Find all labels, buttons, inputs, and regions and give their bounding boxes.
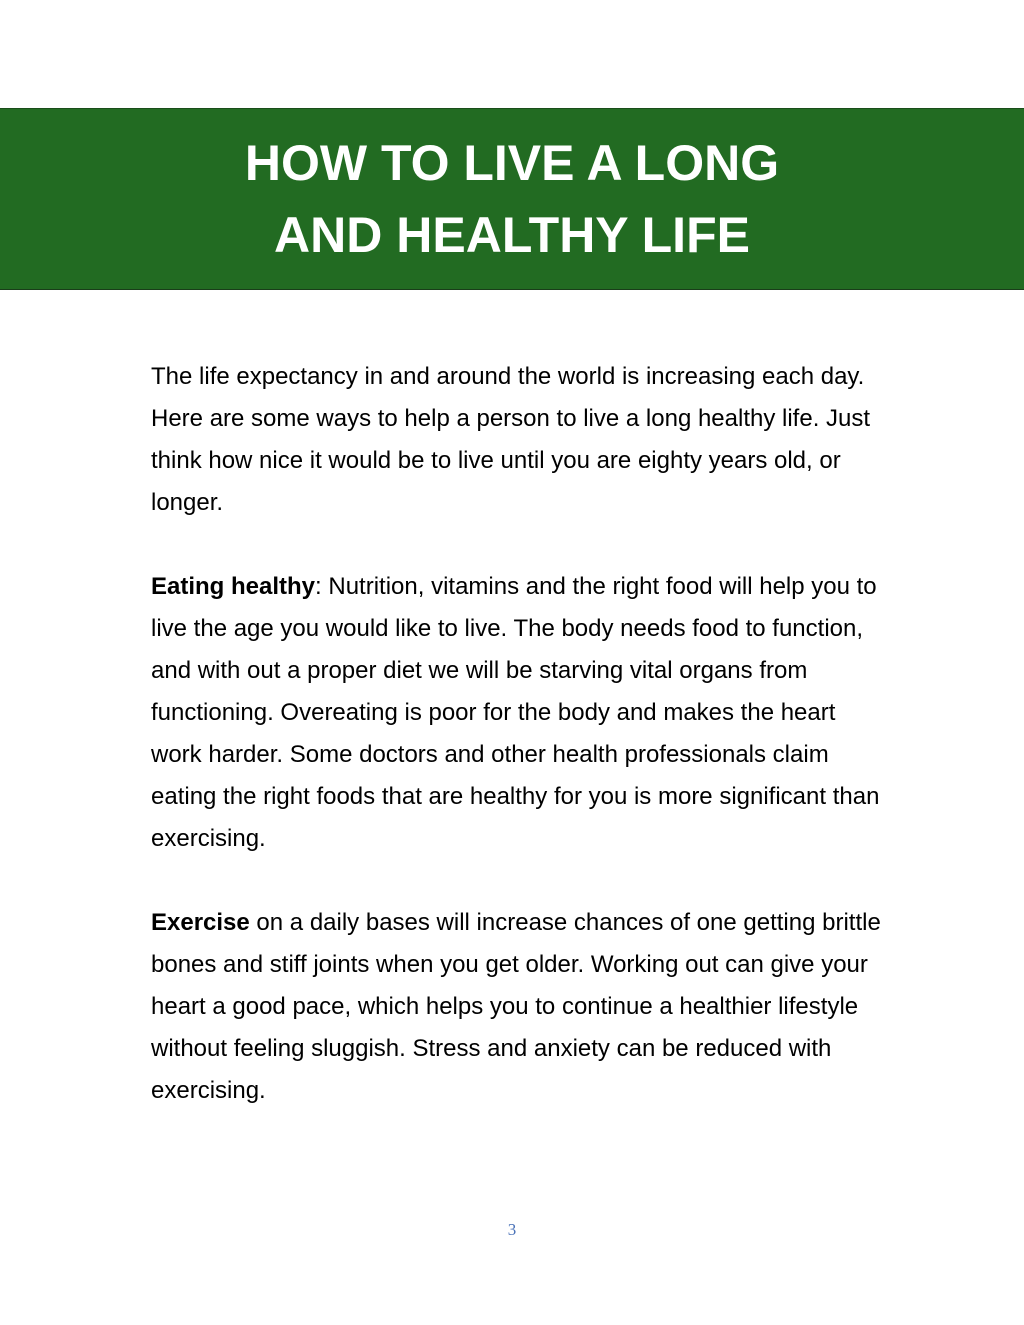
page-title-line-1: HOW TO LIVE A LONG	[244, 135, 780, 191]
page-number: 3	[507, 1220, 517, 1239]
exercise-text: on a daily bases will increase chances of one getting brittle bones and stiff joints when you get older. Working out can give your heart a good pace, which helps you to continue a healthier lifestyle without feeling sluggish. Stress and anxiety can be reduced with exercising.	[151, 909, 881, 1104]
article-body	[151, 356, 881, 1112]
intro-paragraph: The life expectancy in and around the world is increasing each day. Here are some ways to help a person to live a long healthy life. Just think how nice it would be to live until you are eighty years old, or longer.	[151, 363, 871, 516]
eating-healthy-paragraph	[151, 566, 881, 860]
title-banner	[0, 108, 1024, 290]
page-title-line-2: AND HEALTHY LIFE	[274, 207, 750, 263]
eating-healthy-text: : Nutrition, vitamins and the right food will help you to live the age you would like to live. The body needs food to function, and with out a proper diet we will be starving vital organs from functioning. Overeating is poor for the body and makes the heart work harder. Some doctors and other health professionals claim eating the right foods that are healthy for you is more significant than exercising.	[151, 573, 880, 852]
exercise-term: Exercise	[151, 909, 250, 936]
eating-healthy-term: Eating healthy	[151, 573, 316, 600]
exercise-paragraph	[151, 902, 881, 1112]
